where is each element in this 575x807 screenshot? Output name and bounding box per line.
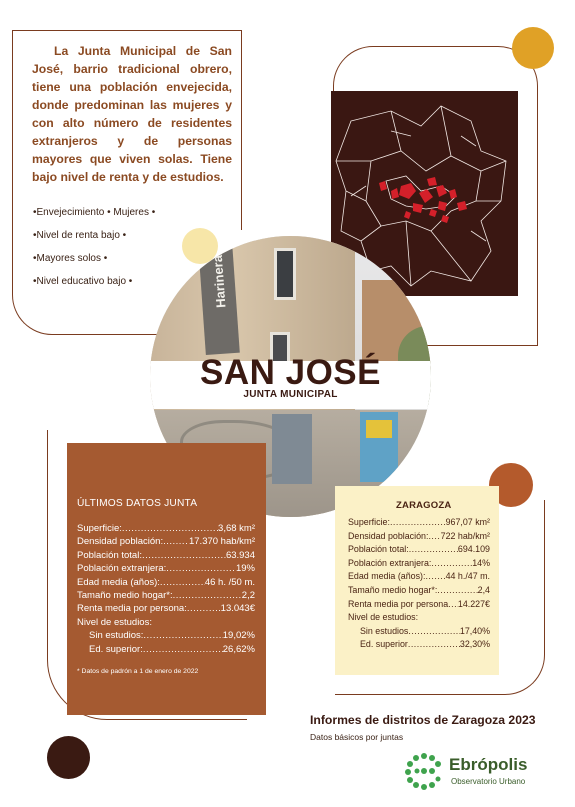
stat-row: Edad media (años): ..... 46 h. /50 m. [77, 576, 255, 589]
stat-row: Nivel de estudios: [348, 612, 419, 623]
logo-name: Ebrópolis [449, 755, 528, 774]
stat-row: Sin estudios ..... 17,40% [348, 625, 490, 639]
decor-circle-yellow [182, 228, 218, 264]
stat-row: Ed. superior: ..... 26,62% [77, 643, 255, 656]
footnote: * Datos de padrón a 1 de enero de 2022 [77, 667, 199, 675]
tag-item: • Mayores solos • [33, 251, 233, 274]
frame-outline-left-edge [241, 30, 242, 230]
tag-item: • Nivel educativo bajo • [33, 274, 233, 297]
stat-row: Densidad población: ..... 17.370 hab/km² [77, 535, 255, 548]
stat-row: Edad media (años): ..... 44 h./47 m. [348, 570, 490, 584]
intro-paragraph: La Junta Municipal de San José, barrio tradicional obrero, tiene una población envejecida, donde predominan las mujeres y con alto número de residentes extranjeros y de personas mayores que viven solas. Tiene bajo nivel de renta y de estudios. [32, 44, 232, 184]
page-title: SAN JOSÉ [200, 353, 381, 392]
report-subtitle: Datos básicos por juntas [310, 732, 404, 742]
stat-row: Superficie: ..... 967,07 km² [348, 516, 490, 530]
tag-item: • Nivel de renta bajo • [33, 228, 233, 251]
stat-row: Renta media por persona ..... 14.227€ [348, 598, 490, 612]
stat-row: Superficie: ..... 3,68 km² [77, 522, 255, 535]
page-subtitle: JUNTA MUNICIPAL [243, 389, 338, 400]
junta-stats-panel [67, 443, 266, 715]
zaragoza-stats-heading: ZARAGOZA [396, 500, 452, 511]
stat-row: Población extranjera: ..... 14% [348, 557, 490, 571]
logo-tagline: Observatorio Urbano [451, 777, 526, 786]
ebropolis-logo-icon [403, 752, 445, 790]
report-title: Informes de distritos de Zaragoza 2023 [310, 713, 536, 727]
stat-row: Población total: ..... 63.934 [77, 549, 255, 562]
photo-sign [360, 412, 398, 482]
stat-row: Tamaño medio hogar*: ..... 2,4 [348, 584, 490, 598]
stat-row: Ed. superior ..... 32,30% [348, 638, 490, 652]
zaragoza-stats-panel [335, 486, 499, 675]
stat-row: Nivel de estudios: [77, 616, 152, 628]
photo-banner: Harinera [198, 243, 240, 355]
stat-row: Población total: ..... 694.109 [348, 543, 490, 557]
decor-circle-dark [47, 736, 90, 779]
stat-row: Sin estudios: ..... 19,02% [77, 629, 255, 642]
stat-row: Renta media por persona: ..... 13.043€ [77, 602, 255, 615]
stat-row: Densidad población: ..... 722 hab/km² [348, 530, 490, 544]
decor-circle-orange [512, 27, 554, 69]
stat-row: Población extranjera: ..... 19% [77, 562, 255, 575]
junta-stats-heading: ÚLTIMOS DATOS JUNTA [77, 498, 198, 509]
tag-item: • Envejecimiento • Mujeres • [33, 205, 233, 228]
stat-row: Tamaño medio hogar*: ..... 2,2 [77, 589, 255, 602]
